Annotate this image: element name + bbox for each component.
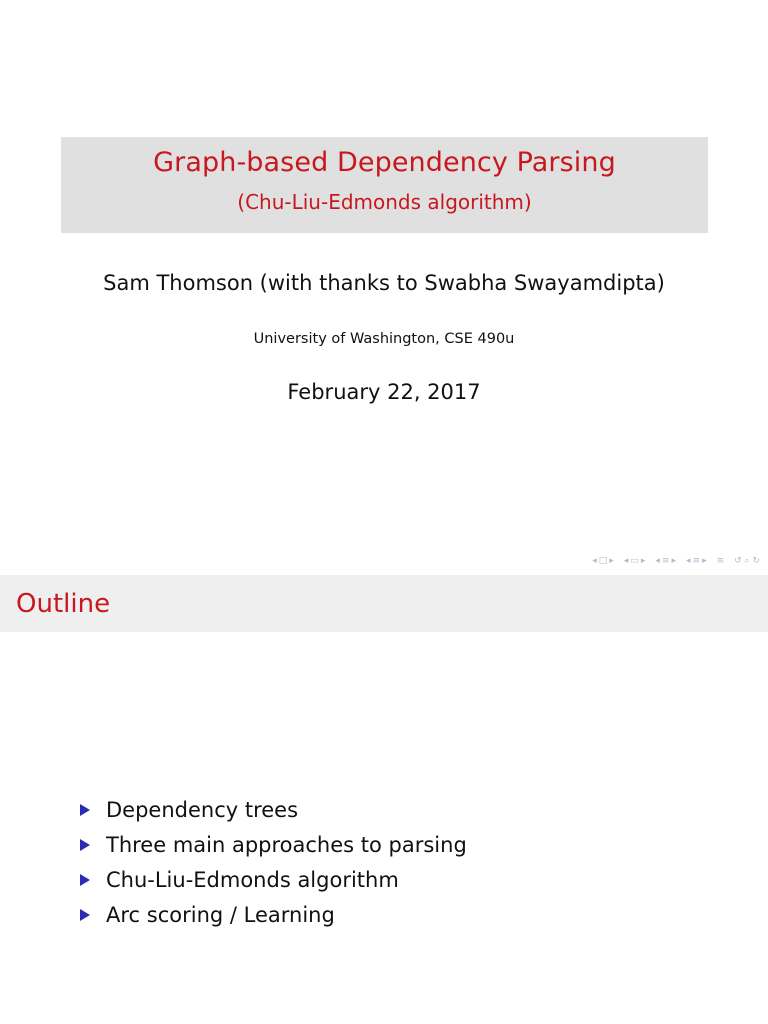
triangle-bullet-icon bbox=[80, 909, 90, 921]
frame-title: Outline bbox=[16, 589, 111, 619]
next-arrow-icon[interactable]: ▸ bbox=[671, 556, 676, 566]
outline-slide bbox=[0, 575, 768, 1024]
prev-arrow-icon[interactable]: ◂ bbox=[623, 556, 629, 566]
section-nav[interactable] bbox=[655, 556, 676, 566]
author-line: Sam Thomson (with thanks to Swabha Swayamdipta) bbox=[103, 271, 665, 295]
frame-icon[interactable]: □ bbox=[598, 556, 608, 566]
title-box bbox=[61, 137, 708, 233]
prev-arrow-icon[interactable]: ◂ bbox=[686, 556, 691, 566]
list-item bbox=[80, 827, 467, 862]
list-item bbox=[80, 897, 467, 932]
presentation-subtitle: (Chu-Liu-Edmonds algorithm) bbox=[237, 190, 532, 214]
frame-nav[interactable] bbox=[592, 556, 614, 566]
institute-line: University of Washington, CSE 490u bbox=[253, 331, 515, 347]
list-item bbox=[80, 862, 467, 897]
prev-arrow-icon[interactable]: ◂ bbox=[592, 556, 597, 566]
beamer-navigation-bar bbox=[592, 556, 760, 566]
list-item-text: Three main approaches to parsing bbox=[106, 832, 467, 857]
section-icon[interactable]: ≡ bbox=[661, 556, 670, 566]
next-arrow-icon[interactable]: ▸ bbox=[609, 556, 614, 566]
search-icon[interactable]: ↺ ⌕ ↻ bbox=[734, 556, 760, 566]
subsection-icon[interactable]: ▭ bbox=[630, 556, 639, 566]
part-icon[interactable]: ≡ bbox=[692, 556, 701, 566]
next-arrow-icon[interactable]: ▸ bbox=[702, 556, 707, 566]
presentation-title: Graph-based Dependency Parsing bbox=[153, 147, 616, 178]
list-item bbox=[80, 792, 467, 827]
date-line: February 22, 2017 bbox=[287, 380, 481, 404]
list-item-text: Chu-Liu-Edmonds algorithm bbox=[106, 867, 399, 892]
next-arrow-icon[interactable]: ▸ bbox=[640, 556, 646, 566]
triangle-bullet-icon bbox=[80, 804, 90, 816]
subsection-nav[interactable] bbox=[624, 556, 646, 566]
triangle-bullet-icon bbox=[80, 874, 90, 886]
list-item-text: Arc scoring / Learning bbox=[106, 902, 335, 927]
toc-icon[interactable]: ≡ bbox=[716, 556, 725, 566]
list-item-text: Dependency trees bbox=[106, 797, 299, 822]
frame-header bbox=[0, 575, 768, 632]
prev-arrow-icon[interactable]: ◂ bbox=[655, 556, 660, 566]
outline-list bbox=[80, 792, 467, 932]
part-nav[interactable] bbox=[686, 556, 707, 566]
triangle-bullet-icon bbox=[80, 839, 90, 851]
